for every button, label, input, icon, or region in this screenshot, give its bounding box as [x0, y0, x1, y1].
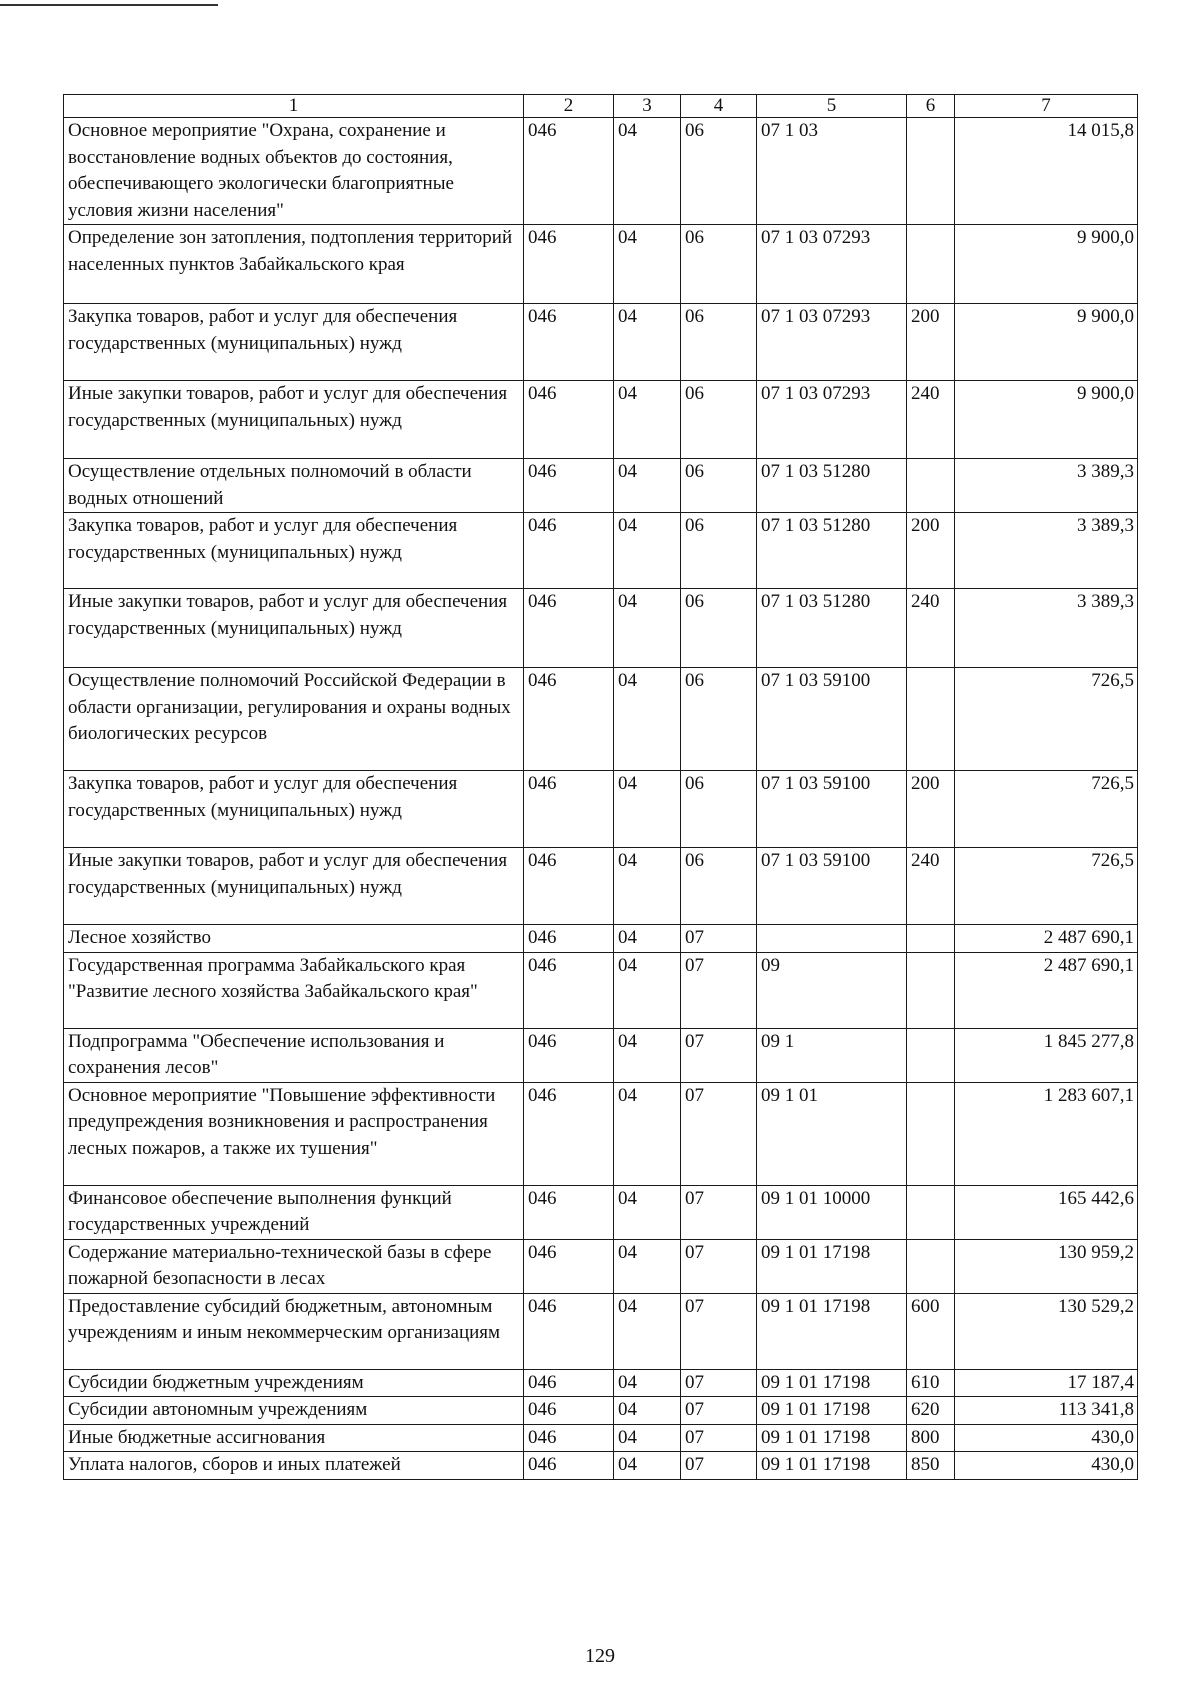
expense-code: 850	[907, 1452, 955, 1480]
table-row	[64, 1397, 1138, 1425]
target-code: 09 1 01 17198	[757, 1452, 907, 1480]
expense-code: 240	[907, 381, 955, 459]
section-code: 04	[614, 952, 681, 1028]
subsection-code: 07	[681, 1369, 757, 1397]
target-code: 07 1 03 51280	[757, 513, 907, 589]
subsection-code: 07	[681, 1082, 757, 1185]
target-code: 09 1	[757, 1028, 907, 1082]
amount-value: 726,5	[955, 771, 1138, 848]
expense-code: 800	[907, 1424, 955, 1452]
table-row	[64, 304, 1138, 381]
expense-code: 240	[907, 848, 955, 925]
section-code: 04	[614, 118, 681, 225]
subsection-code: 06	[681, 771, 757, 848]
section-code: 04	[614, 1452, 681, 1480]
section-code: 04	[614, 381, 681, 459]
page-number: 129	[585, 1645, 615, 1667]
subsection-code: 07	[681, 1028, 757, 1082]
top-rule	[0, 4, 218, 6]
table-row	[64, 118, 1138, 225]
table-row	[64, 1028, 1138, 1082]
target-code: 07 1 03 07293	[757, 381, 907, 459]
expense-code: 620	[907, 1397, 955, 1425]
ministry-code: 046	[524, 1424, 614, 1452]
row-name: Государственная программа Забайкальского края "Развитие лесного хозяйства Забайкальского края"	[64, 952, 524, 1028]
table-row	[64, 381, 1138, 459]
expense-code	[907, 1082, 955, 1185]
table-row	[64, 225, 1138, 304]
row-name: Осуществление отдельных полномочий в области водных отношений	[64, 459, 524, 513]
target-code: 09 1 01 17198	[757, 1239, 907, 1293]
table-row	[64, 952, 1138, 1028]
subsection-code: 06	[681, 513, 757, 589]
header-col-1: 1	[64, 95, 524, 118]
subsection-code: 06	[681, 381, 757, 459]
row-name: Субсидии бюджетным учреждениям	[64, 1369, 524, 1397]
table-row	[64, 1293, 1138, 1369]
expense-code	[907, 459, 955, 513]
section-code: 04	[614, 1028, 681, 1082]
ministry-code: 046	[524, 668, 614, 771]
table-row	[64, 771, 1138, 848]
amount-value: 17 187,4	[955, 1369, 1138, 1397]
amount-value: 3 389,3	[955, 459, 1138, 513]
section-code: 04	[614, 925, 681, 953]
section-code: 04	[614, 1293, 681, 1369]
row-name: Основное мероприятие "Повышение эффективности предупреждения возникновения и распространения лесных пожаров, а также их тушения"	[64, 1082, 524, 1185]
section-code: 04	[614, 589, 681, 668]
target-code: 07 1 03	[757, 118, 907, 225]
row-name: Осуществление полномочий Российской Федерации в области организации, регулирования и охраны водных биологических ресурсов	[64, 668, 524, 771]
section-code: 04	[614, 459, 681, 513]
header-row	[64, 95, 1138, 118]
section-code: 04	[614, 1369, 681, 1397]
row-name: Иные закупки товаров, работ и услуг для обеспечения государственных (муниципальных) нужд	[64, 589, 524, 668]
section-code: 04	[614, 304, 681, 381]
table-row	[64, 848, 1138, 925]
expense-code: 200	[907, 513, 955, 589]
table-row	[64, 1369, 1138, 1397]
subsection-code: 07	[681, 925, 757, 953]
ministry-code: 046	[524, 459, 614, 513]
subsection-code: 07	[681, 1185, 757, 1239]
target-code: 09 1 01 17198	[757, 1293, 907, 1369]
section-code: 04	[614, 1185, 681, 1239]
amount-value: 113 341,8	[955, 1397, 1138, 1425]
section-code: 04	[614, 513, 681, 589]
table-row	[64, 1424, 1138, 1452]
expense-code: 200	[907, 771, 955, 848]
ministry-code: 046	[524, 1028, 614, 1082]
table-row	[64, 513, 1138, 589]
section-code: 04	[614, 1239, 681, 1293]
ministry-code: 046	[524, 1293, 614, 1369]
row-name: Подпрограмма "Обеспечение использования и сохранения лесов"	[64, 1028, 524, 1082]
expense-code: 610	[907, 1369, 955, 1397]
expense-code	[907, 1239, 955, 1293]
ministry-code: 046	[524, 304, 614, 381]
row-name: Содержание материально-технической базы в сфере пожарной безопасности в лесах	[64, 1239, 524, 1293]
row-name: Иные бюджетные ассигнования	[64, 1424, 524, 1452]
header-col-5: 5	[757, 95, 907, 118]
header-col-2: 2	[524, 95, 614, 118]
section-code: 04	[614, 1082, 681, 1185]
target-code: 09 1 01 10000	[757, 1185, 907, 1239]
header-col-7: 7	[955, 95, 1138, 118]
amount-value: 14 015,8	[955, 118, 1138, 225]
row-name: Уплата налогов, сборов и иных платежей	[64, 1452, 524, 1480]
amount-value: 3 389,3	[955, 513, 1138, 589]
amount-value: 130 529,2	[955, 1293, 1138, 1369]
table-row	[64, 1239, 1138, 1293]
ministry-code: 046	[524, 589, 614, 668]
table-row	[64, 668, 1138, 771]
ministry-code: 046	[524, 1397, 614, 1425]
target-code	[757, 925, 907, 953]
ministry-code: 046	[524, 848, 614, 925]
row-name: Финансовое обеспечение выполнения функций государственных учреждений	[64, 1185, 524, 1239]
header-col-4: 4	[681, 95, 757, 118]
target-code: 07 1 03 51280	[757, 589, 907, 668]
subsection-code: 06	[681, 589, 757, 668]
section-code: 04	[614, 771, 681, 848]
amount-value: 1 845 277,8	[955, 1028, 1138, 1082]
row-name: Определение зон затопления, подтопления территорий населенных пунктов Забайкальского края	[64, 225, 524, 304]
amount-value: 130 959,2	[955, 1239, 1138, 1293]
amount-value: 165 442,6	[955, 1185, 1138, 1239]
ministry-code: 046	[524, 1082, 614, 1185]
subsection-code: 06	[681, 848, 757, 925]
target-code: 07 1 03 07293	[757, 304, 907, 381]
section-code: 04	[614, 225, 681, 304]
ministry-code: 046	[524, 925, 614, 953]
row-name: Иные закупки товаров, работ и услуг для обеспечения государственных (муниципальных) нужд	[64, 381, 524, 459]
expense-code	[907, 952, 955, 1028]
target-code: 07 1 03 59100	[757, 771, 907, 848]
amount-value: 430,0	[955, 1424, 1138, 1452]
subsection-code: 06	[681, 459, 757, 513]
subsection-code: 07	[681, 1293, 757, 1369]
section-code: 04	[614, 668, 681, 771]
table-row	[64, 1082, 1138, 1185]
table-row	[64, 459, 1138, 513]
ministry-code: 046	[524, 952, 614, 1028]
ministry-code: 046	[524, 1452, 614, 1480]
amount-value: 2 487 690,1	[955, 952, 1138, 1028]
amount-value: 726,5	[955, 668, 1138, 771]
subsection-code: 06	[681, 668, 757, 771]
ministry-code: 046	[524, 381, 614, 459]
amount-value: 3 389,3	[955, 589, 1138, 668]
amount-value: 430,0	[955, 1452, 1138, 1480]
row-name: Предоставление субсидий бюджетным, автономным учреждениям и иным некоммерческим организациям	[64, 1293, 524, 1369]
row-name: Иные закупки товаров, работ и услуг для обеспечения государственных (муниципальных) нужд	[64, 848, 524, 925]
subsection-code: 07	[681, 1397, 757, 1425]
row-name: Субсидии автономным учреждениям	[64, 1397, 524, 1425]
row-name: Лесное хозяйство	[64, 925, 524, 953]
target-code: 09 1 01 17198	[757, 1424, 907, 1452]
ministry-code: 046	[524, 1369, 614, 1397]
ministry-code: 046	[524, 118, 614, 225]
section-code: 04	[614, 1424, 681, 1452]
subsection-code: 06	[681, 304, 757, 381]
amount-value: 9 900,0	[955, 381, 1138, 459]
ministry-code: 046	[524, 1185, 614, 1239]
section-code: 04	[614, 1397, 681, 1425]
ministry-code: 046	[524, 225, 614, 304]
table-row	[64, 589, 1138, 668]
subsection-code: 07	[681, 1452, 757, 1480]
table-row	[64, 925, 1138, 953]
target-code: 09 1 01 17198	[757, 1369, 907, 1397]
ministry-code: 046	[524, 513, 614, 589]
amount-value: 9 900,0	[955, 304, 1138, 381]
expense-code: 600	[907, 1293, 955, 1369]
table-row	[64, 1452, 1138, 1480]
expense-code: 200	[907, 304, 955, 381]
header-col-3: 3	[614, 95, 681, 118]
target-code: 07 1 03 59100	[757, 848, 907, 925]
target-code: 09 1 01 17198	[757, 1397, 907, 1425]
ministry-code: 046	[524, 1239, 614, 1293]
section-code: 04	[614, 848, 681, 925]
subsection-code: 07	[681, 1239, 757, 1293]
subsection-code: 06	[681, 225, 757, 304]
subsection-code: 07	[681, 952, 757, 1028]
table-row	[64, 1185, 1138, 1239]
subsection-code: 07	[681, 1424, 757, 1452]
amount-value: 726,5	[955, 848, 1138, 925]
expense-code	[907, 668, 955, 771]
amount-value: 2 487 690,1	[955, 925, 1138, 953]
amount-value: 9 900,0	[955, 225, 1138, 304]
header-col-6: 6	[907, 95, 955, 118]
row-name: Закупка товаров, работ и услуг для обеспечения государственных (муниципальных) нужд	[64, 771, 524, 848]
expense-code	[907, 1185, 955, 1239]
target-code: 09 1 01	[757, 1082, 907, 1185]
row-name: Закупка товаров, работ и услуг для обеспечения государственных (муниципальных) нужд	[64, 304, 524, 381]
target-code: 09	[757, 952, 907, 1028]
amount-value: 1 283 607,1	[955, 1082, 1138, 1185]
expense-code	[907, 225, 955, 304]
target-code: 07 1 03 51280	[757, 459, 907, 513]
expense-code	[907, 118, 955, 225]
target-code: 07 1 03 59100	[757, 668, 907, 771]
row-name: Закупка товаров, работ и услуг для обеспечения государственных (муниципальных) нужд	[64, 513, 524, 589]
target-code: 07 1 03 07293	[757, 225, 907, 304]
expense-code: 240	[907, 589, 955, 668]
subsection-code: 06	[681, 118, 757, 225]
expense-code	[907, 925, 955, 953]
expense-code	[907, 1028, 955, 1082]
row-name: Основное мероприятие "Охрана, сохранение и восстановление водных объектов до состояния, обеспечивающего экологически благоприятные условия жизни населения"	[64, 118, 524, 225]
budget-table	[63, 94, 1138, 1480]
ministry-code: 046	[524, 771, 614, 848]
